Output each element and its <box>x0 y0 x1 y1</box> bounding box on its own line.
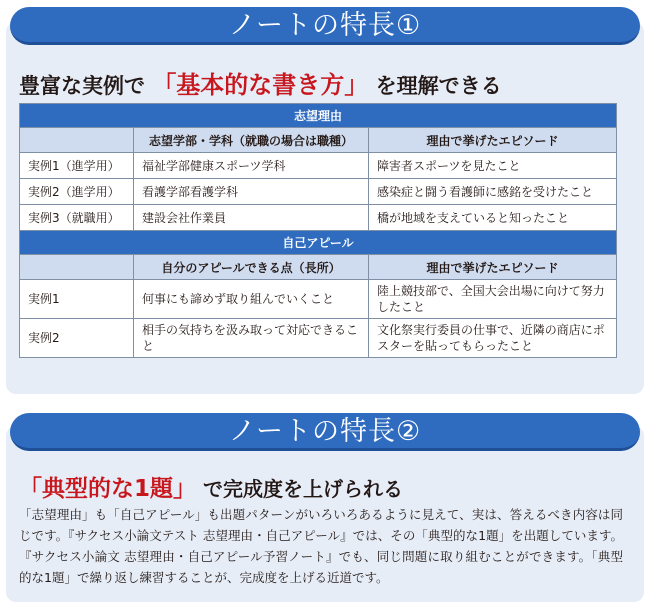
feature1-title-banner: ノートの特長① <box>10 7 640 45</box>
row-item: 建設会社作業員 <box>134 205 369 231</box>
section-header-row <box>20 231 617 255</box>
feature2-heading <box>19 470 403 503</box>
column-header-row <box>20 255 617 280</box>
row-item: 看護学部看護学科 <box>134 179 369 205</box>
row-episode: 陸上競技部で、全国大会出場に向けて努力したこと <box>369 280 617 319</box>
feature2-body-text: 「志望理由」も「自己アピール」も出題パターンがいろいろあるように見えて、実は、答えるべき内容は同じです。『サクセス小論文テスト 志望理由・自己アピール』では、その「典型的な1題」を出題しています。『サクセス小論文 志望理由・自己アピール予習ノート』でも、同じ問題に取り組むことができます。「典型的な1題」で繰り返し練習することが、完成度を上げる近道です。 <box>19 507 623 585</box>
row-label: 実例1（進学用） <box>20 153 134 179</box>
column-header-strength: 自分のアピールできる点（長所） <box>134 255 369 280</box>
row-label: 実例3（就職用） <box>20 205 134 231</box>
row-item: 相手の気持ちを汲み取って対応できること <box>134 319 369 358</box>
feature1-heading <box>19 65 502 100</box>
row-episode: 橋が地域を支えていると知ったこと <box>369 205 617 231</box>
column-header-faculty: 志望学部・学科（就職の場合は職種） <box>134 128 369 153</box>
examples-table <box>19 103 617 358</box>
row-episode: 感染症と闘う看護師に感銘を受けたこと <box>369 179 617 205</box>
feature2-title-banner: ノートの特長② <box>10 413 640 451</box>
table-row <box>20 179 617 205</box>
feature2-heading-highlight: 「典型的な1題」 <box>19 476 197 502</box>
table-row <box>20 205 617 231</box>
row-episode: 文化祭実行委員の仕事で、近隣の商店にポスターを貼ってもらったこと <box>369 319 617 358</box>
column-header-row <box>20 128 617 153</box>
row-label: 実例2 <box>20 319 134 358</box>
section-header-row <box>20 104 617 128</box>
table-row <box>20 280 617 319</box>
row-episode: 障害者スポーツを見たこと <box>369 153 617 179</box>
row-item: 何事にも諦めず取り組んでいくこと <box>134 280 369 319</box>
feature2-heading-suffix: で完成度を上げられる <box>202 477 403 501</box>
column-header-episode: 理由で挙げたエピソード <box>369 128 617 153</box>
row-label: 実例1 <box>20 280 134 319</box>
row-label: 実例2（進学用） <box>20 179 134 205</box>
feature1-heading-prefix: 豊富な実例で <box>19 74 145 98</box>
column-header-blank <box>20 255 134 280</box>
row-item: 福祉学部健康スポーツ学科 <box>134 153 369 179</box>
column-header-blank <box>20 128 134 153</box>
feature1-heading-suffix: を理解できる <box>375 74 502 98</box>
section-title-self-appeal: 自己アピール <box>20 231 617 255</box>
feature1-heading-highlight: 「基本的な書き方」 <box>152 71 369 99</box>
table-row <box>20 153 617 179</box>
column-header-episode: 理由で挙げたエピソード <box>369 255 617 280</box>
section-title-shibo-riyu: 志望理由 <box>20 104 617 128</box>
table-row <box>20 319 617 358</box>
